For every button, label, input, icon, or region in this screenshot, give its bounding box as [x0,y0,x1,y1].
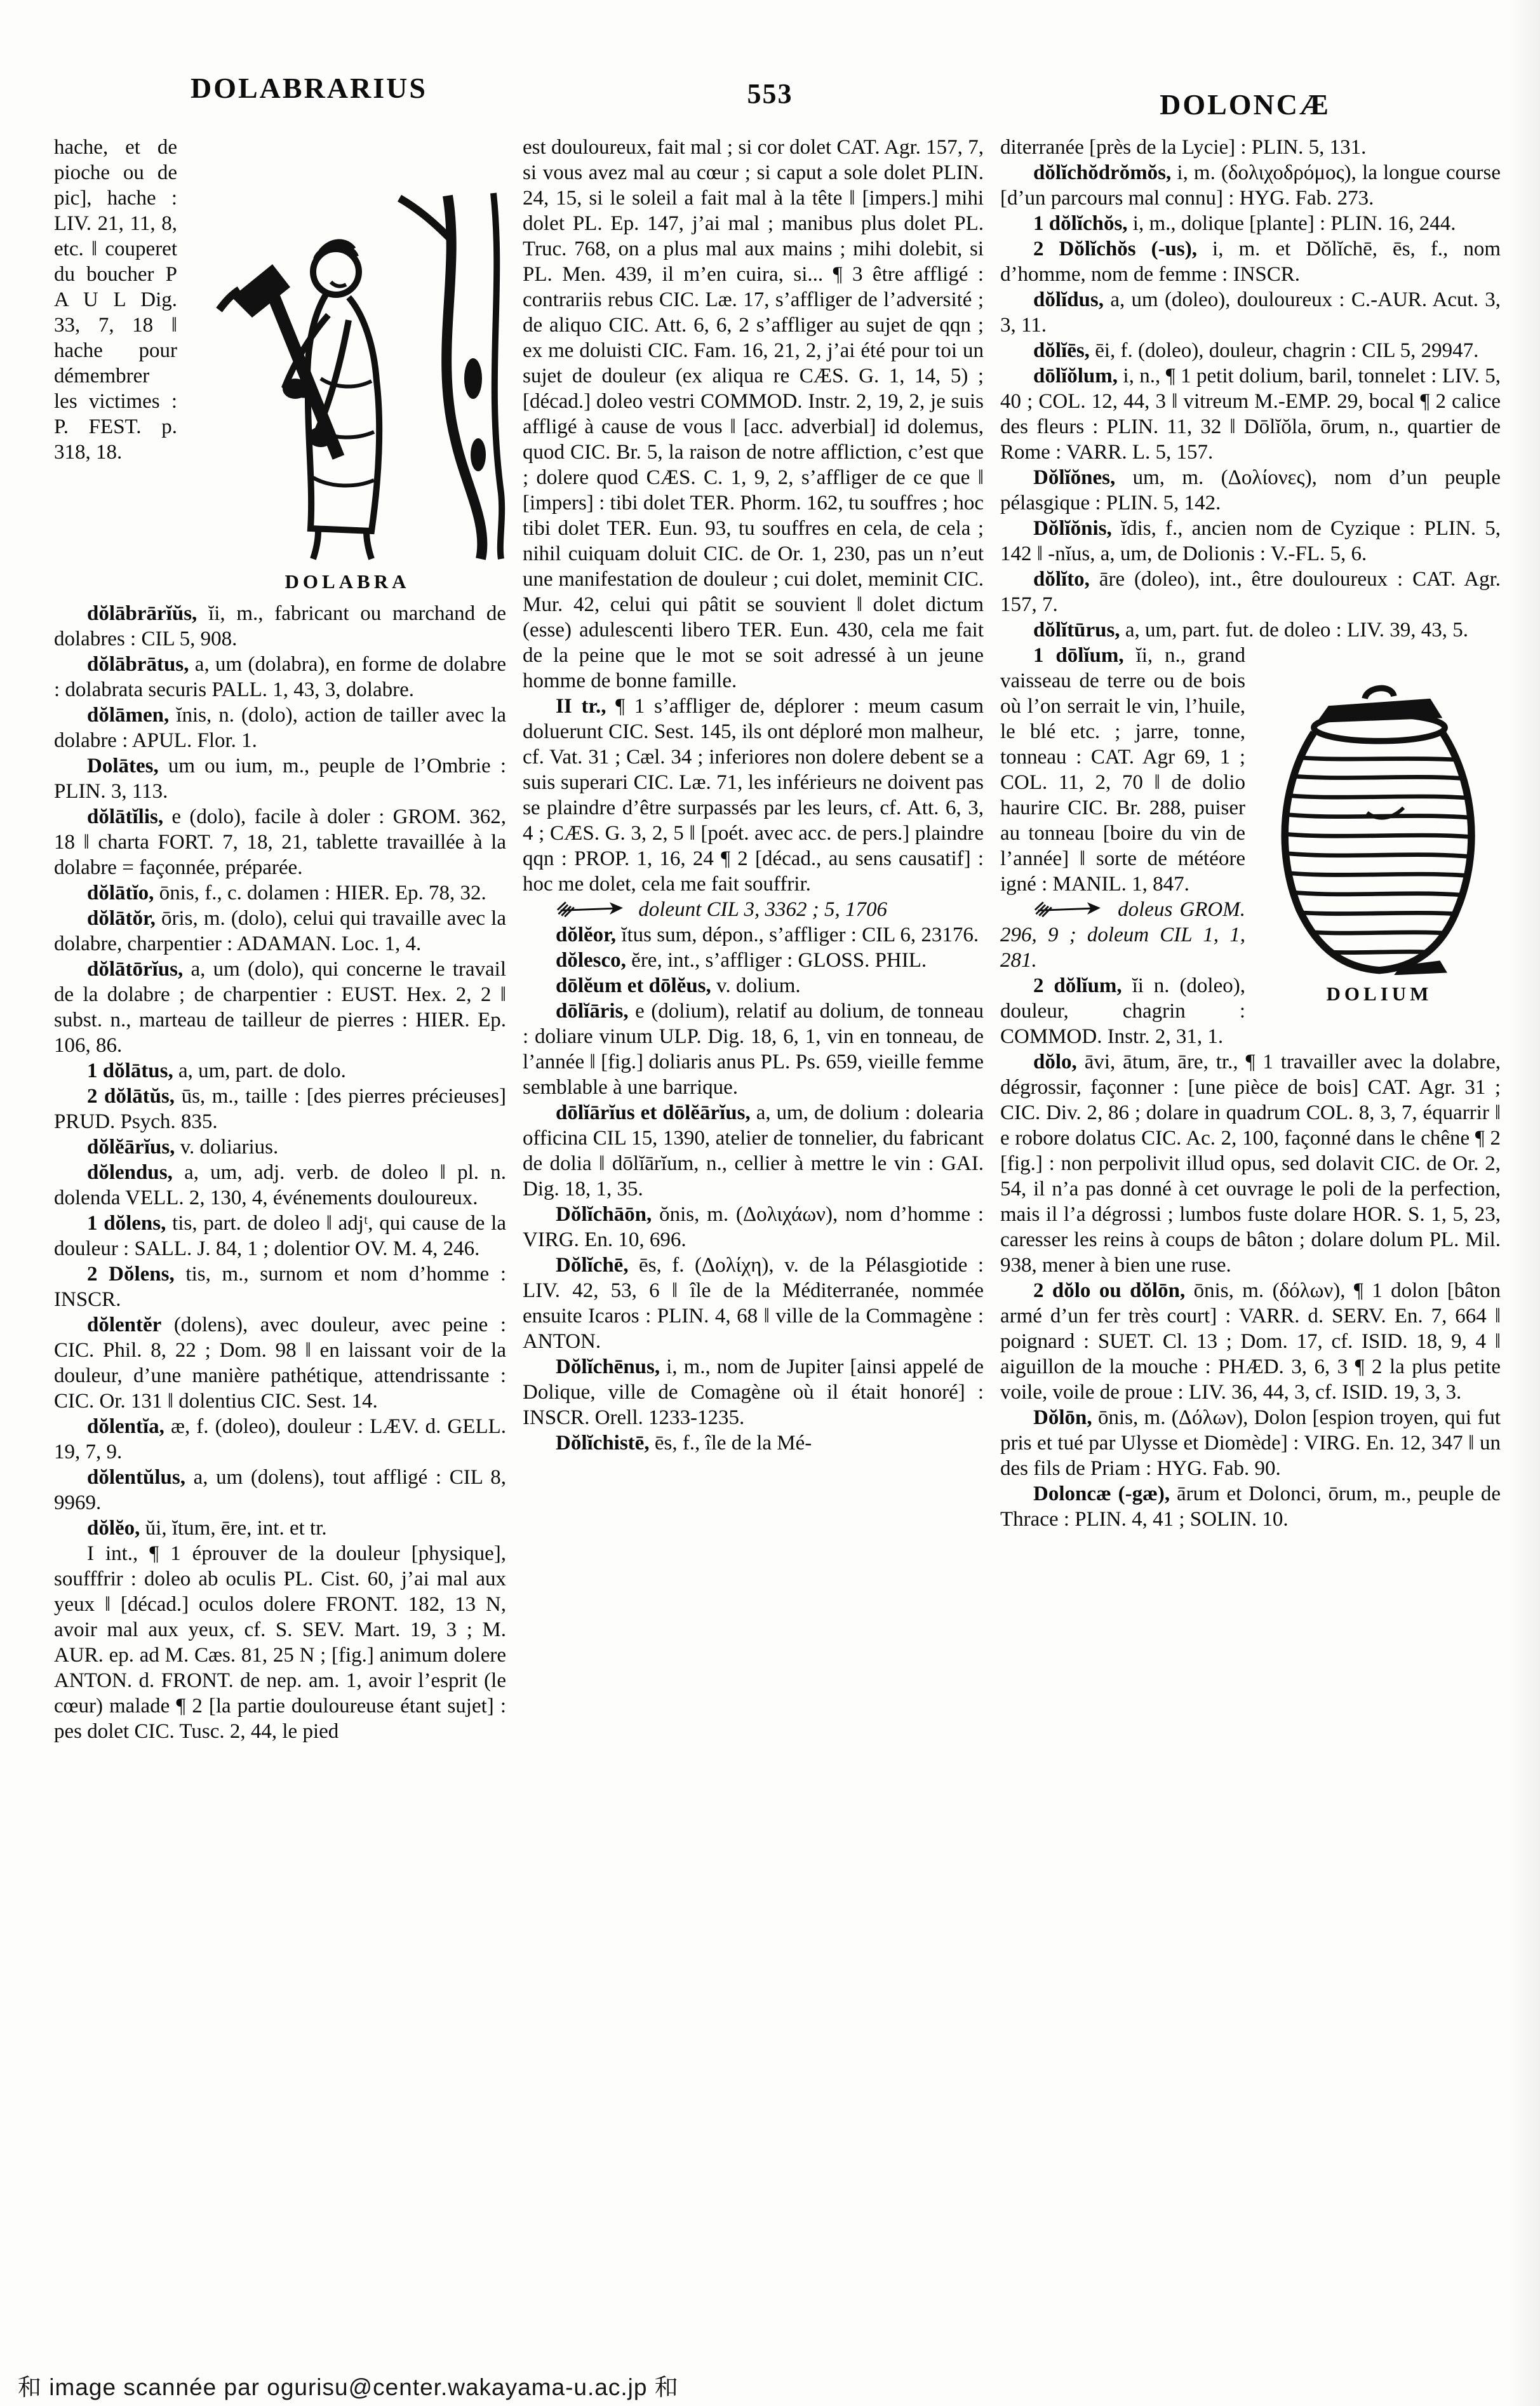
dictionary-entry [1000,160,1501,211]
entry-text: e (dolium), relatif au dolium, de tonneau : doliare vinum ULP. Dig. 18, 6, 1, vin en tonneau, de l’année ‖ [fig.] doliaris anus PL. Ps. 659, vieille femme semblable à une barrique. [523,1000,984,1099]
dictionary-entry [54,1211,506,1261]
dictionary-entry [54,702,506,753]
entry-headword: dŏlo, [1033,1051,1077,1073]
entry-text: i, m., dolique [plante] : PLIN. 16, 244. [1132,212,1456,235]
entry-text: a, um, part. fut. de doleo : LIV. 39, 43, 5. [1125,619,1469,642]
entry-text: tis, m., surnom et nom d’homme : INSCR. [54,1263,507,1311]
entry-text: ĕre, int., s’affliger : GLOSS. PHIL. [631,949,927,972]
dictionary-entry [523,1100,984,1202]
entry-text: a, um (doleo), douloureux : C.-AUR. Acut. 3, 3, 11. [1000,288,1501,337]
entry-headword: dōlĭŏlum, [1033,365,1118,387]
entry-text: ĭi, n., grand vaisseau de terre ou de bois où l’on serrait le vin, l’huile, le blé etc. ; jarre, tonne, tonneau : CAT. Agr 69, 1 ; COL. 11, 2, 70 ‖ de dolio haurire CIC. Br. 288, puiser au tonneau [boire du vin de l’année] ‖ sorte de météore igné : MANIL. 1, 847. [1000,644,1245,896]
entry-headword: Dŏlĭchē, [556,1254,629,1277]
entry-text: est douloureux, fait mal ; si cor dolet CAT. Agr. 157, 7, si vous avez mal au cœur ; si caput a sole dolet PLIN. 24, 15, si le soleil a fait mal à la tête ‖ [impers.] mihi dolet PL. Ep. 147, j’ai mal ; manibus plus dolet PL. Truc. 768, on a plus mal aux mains ; mihi dolebit, si PL. Men. 439, il m’en cuira, si... ¶ 3 être affligé : contrariis rebus CIC. Læ. 17, s’affliger de l’adversité ; de aliquo CIC. Att. 6, 6, 2 s’affliger au sujet de qqn ; ex me doluisti CIC. Fam. 16, 21, 2, j’ai été pour toi un sujet de douleur (ex aliqua re CÆS. G. 1, 14, 5) ; [décad.] doleo vestri COMMOD. Instr. 2, 19, 2, je suis affligé à cause de vous ‖ [acc. adverbial] id dolemus, quod CIC. Br. 5, la raison de notre affliction, c’est que ; dolere quod CÆS. C. 1, 9, 2, s’affliger de ce que ‖ [impers] : tibi dolet TER. Phorm. 162, tu souffres ; hoc tibi dolet TER. Eun. 93, tu souffres en cela, de cela ; nihil cuiquam doluit CIC. de Or. 1, 230, pas un n’eut une manifestation de douleur ; cui dolet, meminit CIC. Mur. 42, celui qui pâtit se souvient ‖ dolet dictum (esse) adulescenti libero TER. Eun. 430, cela me fait de la peine que le mot se soit adressé à un jeune homme de bonne famille. [523,136,984,692]
entry-text: āre (doleo), int., être douloureux : CAT. Agr. 157, 7. [1000,568,1501,616]
entry-headword: dŏlĭto, [1033,568,1090,591]
entry-headword: dŏlentŭlus, [87,1466,185,1489]
entry-headword: 2 dŏlĭum, [1033,974,1122,997]
figure-caption: DOLABRA [285,570,410,593]
entry-headword: Dŏlĭŏnes, [1033,466,1116,489]
entry-headword: dŏlĭēs, [1033,339,1090,362]
entry-text: ĭnis, n. (dolo), action de tailler avec la dolabre : APUL. Flor. 1. [54,704,507,752]
entry-text: v. doliarius. [180,1136,279,1159]
entry-text: doleus GROM. 296, 9 ; doleum CIL 1, 1, 281. [1000,898,1245,972]
entry-text: āvi, ātum, āre, tr., ¶ 1 travailler avec la dolabre, dégrossir, façonner : [une pièce de bois] CAT. Agr. 31 ; CIC. Div. 2, 86 ; dolare in quadrum COL. 8, 3, 7, équarrir ‖ e robore dolatus CIC. Ac. 2, 100, façonné dans le chêne ¶ 2 [fig.] : non perpolivit illud opus, sed dolavit CIC. de Or. 2, 54, il n’a pas donné à cet ouvrage le poli de la perfection, mais il l’a dégrossi ; lumbos fuste dolare HOR. S. 1, 5, 23, caresser les reins à coups de bâton ; dolare dolum PL. Mil. 938, mener à bien une ruse. [1000,1051,1501,1277]
dictionary-entry [1000,516,1501,567]
entry-headword: II tr., [556,695,606,718]
entry-text: a, um, de dolium : dolearia officina CIL 15, 1390, atelier de tonnelier, du fabricant de dolia ‖ dōlĭārĭum, n., cellier à mettre le vin : GAI. Dig. 18, 1, 35. [523,1101,984,1200]
dictionary-entry [54,652,506,702]
cross-reference-arrow-icon [1033,901,1102,917]
dictionary-entry [1000,211,1501,236]
column-1 [54,135,506,1744]
entry-text: I int., ¶ 1 éprouver de la douleur [physique], soufffrir : doleo ab oculis PL. Cist. 60, j’ai mal aux yeux ‖ [décad.] oculos dolere FRONT. 182, 13 N, avoir mal aux yeux, cf. S. SEV. Mart. 19, 3 ; M. AUR. ep. ad M. Cæs. 81, 25 N ; [fig.] animum dolere ANTON. d. FRONT. de nep. am. 1, avoir l’esprit (le cœur) malade ¶ 2 [la partie douloureuse étant sujet] : pes dolet CIC. Tusc. 2, 44, le pied [54,1542,506,1743]
entry-text: doleunt CIL 3, 3362 ; 5, 1706 [638,898,887,921]
entry-text: ŏnis, m. (Δολιχάων), nom d’homme : VIRG. En. 10, 696. [523,1203,984,1251]
dictionary-entry [523,973,984,998]
entry-headword: dŏlātĭlis, [87,805,164,828]
dictionary-entry [1000,617,1501,643]
entry-text: ōnis, m. (δόλων), ¶ 1 dolon [bâton armé d’un fer très court] : VARR. d. SERV. En. 7, 664 ‖ poignard : SUET. Cl. 13 ; Dom. 17, cf. ISID. 18, 9, 4 ‖ aiguillon de la mouche : PHÆD. 3, 6, 3 ¶ 2 la plus petite voile, voile de proue : LIV. 36, 44, 3, cf. ISID. 19, 3, 3. [1000,1279,1501,1404]
column-2 [523,135,984,1744]
dictionary-entry [54,753,506,804]
entry-text: ¶ 1 s’affliger de, déplorer : meum casum doluerunt CIC. Sest. 145, ils ont déploré mon malheur, cf. Vat. 31 ; Cæl. 34 ; inferiores non dolere debent se a suis superari CIC. Læ. 71, les inférieurs ne doivent pas se plaindre d’être surpassés par les leurs, cf. Att. 6, 3, 4 ; CÆS. G. 3, 2, 5 ‖ [poét. avec acc. de pers.] plaindre qqn : PROP. 1, 16, 24 ¶ 2 [décad., au sens causatif] : hoc me dolet, cela me fait souffrir. [523,695,984,896]
dictionary-entry [523,1202,984,1253]
dictionary-entry [54,1465,506,1516]
dictionary-entry [54,1414,506,1465]
entry-text: æ, f. (doleo), douleur : LÆV. d. GELL. 19, 7, 9. [54,1415,507,1463]
dictionary-entry [54,1160,506,1211]
entry-headword: dŏlĕor, [556,924,617,946]
entry-headword: dŏlĭtūrus, [1033,619,1120,642]
entry-headword: dŏlābrātus, [87,653,189,676]
dictionary-entry [54,1084,506,1134]
dictionary-entry [1000,287,1501,338]
dolium-figure [1258,669,1501,1007]
entry-headword: dŏlĕo, [87,1517,140,1540]
entry-text: diterranée [près de la Lycie] : PLIN. 5, 131. [1000,136,1367,159]
entry-text: ōnis, m. (Δόλων), Dolon [espion troyen, qui fut pris et tué par Ulysse et Diomède] : VIRG. En. 12, 347 ‖ un des fils de Priam : HYG. Fab. 90. [1000,1406,1501,1480]
entry-text: (dolens), avec douleur, avec peine : CIC. Phil. 8, 22 ; Dom. 98 ‖ en laissant voir de la douleur, d’une manière pathétique, attendrissante : CIC. Or. 131 ‖ dolentius CIC. Sest. 14. [54,1314,506,1413]
entry-headword: 1 dōlĭum, [1033,644,1124,667]
entry-headword: 2 Dŏlĭchŏs (-us), [1033,238,1197,260]
entry-headword: dŏlendus, [87,1161,173,1184]
entry-text: ārum et Dolonci, ōrum, m., peuple de Thrace : PLIN. 4, 41 ; SOLIN. 10. [1000,1482,1501,1531]
dictionary-entry [523,694,984,897]
dictionary-entry [1000,363,1501,465]
entry-headword: Dŏlĭchāōn, [556,1203,652,1226]
entry-text: a, um (dolens), tout affligé : CIL 8, 9969. [54,1466,506,1514]
entry-headword: dŏlābrārĭŭs, [87,602,198,625]
dictionary-entry [523,948,984,973]
entry-headword: dŏlātŏr, [87,907,156,930]
dictionary-entry [1000,1278,1501,1405]
entry-headword: 2 Dŏlens, [87,1263,175,1286]
dictionary-entry [523,1253,984,1354]
entry-text: ĭi, m., fabricant ou marchand de dolabres : CIL 5, 908. [54,602,507,650]
figure-caption: DOLIUM [1326,983,1433,1005]
entry-headword: Dŏlĭŏnis, [1033,517,1112,540]
header-guideword-right: DOLONCÆ [1160,88,1330,121]
dictionary-entry [54,957,506,1058]
dictionary-entry [1000,1405,1501,1481]
dictionary-entry [1000,338,1501,363]
dictionary-entry [523,1354,984,1430]
entry-text: ōnis, f., c. dolamen : HIER. Ep. 78, 32. [159,882,486,904]
dictionary-entry [54,1058,506,1084]
dictionary-entry [54,1261,506,1312]
page-number: 553 [747,78,793,109]
dictionary-entry [523,998,984,1100]
entry-headword: 2 dŏlātŭs, [87,1085,175,1108]
entry-text: ūs, m., taille : [des pierres précieuses] PRUD. Psych. 835. [54,1085,506,1133]
dictionary-entry [1000,236,1501,287]
dictionary-entry [54,135,506,593]
entry-headword: Dŏlōn, [1033,1406,1092,1429]
entry-headword: Dolātes, [87,755,159,777]
entry-headword: 1 dŏlĭchŏs, [1033,212,1128,235]
entry-headword: 1 dŏlātus, [87,1059,173,1082]
dictionary-entry [54,906,506,957]
entry-text: ōris, m. (dolo), celui qui travaille avec la dolabre, charpentier : ADAMAN. Loc. 1, 4. [54,907,506,955]
dictionary-entry [1000,1481,1501,1532]
dictionary-entry [54,880,506,906]
entry-headword: dŏlentĭa, [87,1415,164,1438]
dolabra-illustration [189,188,506,563]
dictionary-entry [54,1541,506,1744]
entry-text: ĭdis, f., ancien nom de Cyzique : PLIN. 5, 142 ‖ -nĭus, a, um, de Dolionis : V.-FL. 5, 6. [1000,517,1501,565]
entry-headword: Dŏlĭchistē, [556,1432,650,1455]
entry-text: um ou ium, m., peuple de l’Ombrie : PLIN. 3, 113. [54,755,506,803]
dictionary-entry [523,897,984,922]
entry-headword: dŏlātĭo, [87,882,154,904]
entry-text: e (dolo), facile à doler : GROM. 362, 18 ‖ charta FORT. 7, 18, 21, tablette travaillée à la dolabre = façonnée, préparée. [54,805,507,879]
column-3 [1000,135,1501,1744]
entry-text: a, um, part. de dolo. [178,1059,346,1082]
entry-headword: dōlĭārĭus et dōlĕārĭus, [556,1101,751,1124]
scan-watermark: 和 image scannée par ogurisu@center.wakayama-u.ac.jp 和 [18,2374,679,2400]
dictionary-entry [54,1312,506,1414]
entry-text: ēs, f. (Δολίχη), v. de la Pélasgiotide : LIV. 42, 53, 6 ‖ île de la Méditerranée, nommée ensuite Icaros : PLIN. 4, 68 ‖ ville de la Commagène : ANTON. [523,1254,984,1353]
entry-headword: dŏlĭdus, [1033,288,1104,311]
dictionary-entry [1000,1049,1501,1278]
entry-text: a, um (dolo), qui concerne le travail de la dolabre ; de charpentier : EUST. Hex. 2, 2 ‖ subst. n., marteau de tailleur de pierres : HIER. Ep. 106, 86. [54,958,507,1057]
entry-text: hache, et de pioche ou de pic], hache : LIV. 21, 11, 8, etc. ‖ couperet du boucher P A U L Dig. 33, 7, 18 ‖ hache pour démembrer les victimes : P. FEST. p. 318, 18. [54,136,177,464]
entry-text: i, m. et Dŏlĭchē, ēs, f., nom d’homme, nom de femme : INSCR. [1000,238,1501,286]
entry-headword: dŏlesco, [556,949,626,972]
dictionary-entry [523,922,984,948]
dolium-illustration [1258,669,1501,975]
entry-text: ĭtus sum, dépon., s’affliger : CIL 6, 23176. [621,924,979,946]
entry-headword: dŏlĕārĭus, [87,1136,175,1159]
dictionary-entry [1000,465,1501,516]
entry-headword: dŏlātōrĭus, [87,958,184,981]
cross-reference-arrow-icon [556,901,624,917]
entry-headword: Dŏlĭchēnus, [556,1355,660,1378]
header-guideword-left: DOLABRARIUS [191,72,427,104]
entry-text: ĭi n. (doleo), douleur, chagrin : COMMOD. Instr. 2, 31, 1. [1000,974,1245,1048]
entry-text: i, m. (δολιχοδρόμος), la longue course [d’un parcours mal connu] : HYG. Fab. 273. [1000,161,1501,210]
dictionary-entry [523,135,984,694]
dictionary-entry [54,1516,506,1541]
dictionary-entry [523,1430,984,1456]
entry-text: v. dolium. [716,974,801,997]
entry-headword: dŏlentĕr [87,1314,162,1336]
entry-text: ŭi, ĭtum, ēre, int. et tr. [145,1517,327,1540]
entry-headword: 2 dŏlo ou dŏlōn, [1033,1279,1186,1302]
dolabra-figure [189,188,506,595]
entry-headword: dŏlĭchŏdrŏmŏs, [1033,161,1172,184]
entry-text: ēi, f. (doleo), douleur, chagrin : CIL 5, 29947. [1095,339,1479,362]
entry-text: i, m., nom de Jupiter [ainsi appelé de Dolique, ville de Comagène où il était honoré] : INSCR. Orell. 1233-1235. [523,1355,984,1429]
entry-headword: dōlĕum et dōlĕus, [556,974,711,997]
text-columns [54,135,1501,1744]
entry-headword: dŏlāmen, [87,704,170,727]
dictionary-entry [1000,135,1501,160]
entry-text: a, um (dolabra), en forme de dolabre : dolabrata securis PALL. 1, 43, 3, dolabre. [54,653,506,701]
dictionary-entry [1000,567,1501,617]
entry-text: tis, part. de doleo ‖ adjᵗ, qui cause de la douleur : SALL. J. 84, 1 ; dolentior OV. M. 4, 246. [54,1212,506,1260]
entry-text: i, n., ¶ 1 petit dolium, baril, tonnelet : LIV. 5, 40 ; COL. 12, 44, 3 ‖ vitreum M.-EMP. 29, bocal ¶ 2 calice des fleurs : PLIN. 11, 32 ‖ Dōlĭŏla, ōrum, n., quartier de Rome : VARR. L. 5, 157. [1000,365,1501,464]
entry-text: um, m. (Δολίονες), nom d’un peuple pélasgique : PLIN. 5, 142. [1000,466,1501,514]
entry-text: ēs, f., île de la Mé- [654,1432,812,1455]
entry-headword: 1 dŏlens, [87,1212,166,1235]
dictionary-entry [54,1134,506,1160]
entry-text: a, um, adj. verb. de doleo ‖ pl. n. dolenda VELL. 2, 130, 4, événements douloureux. [54,1161,507,1209]
entry-headword: Doloncæ (-gæ), [1033,1482,1170,1505]
dictionary-entry [54,804,506,880]
entry-headword: dōlĭāris, [556,1000,629,1023]
